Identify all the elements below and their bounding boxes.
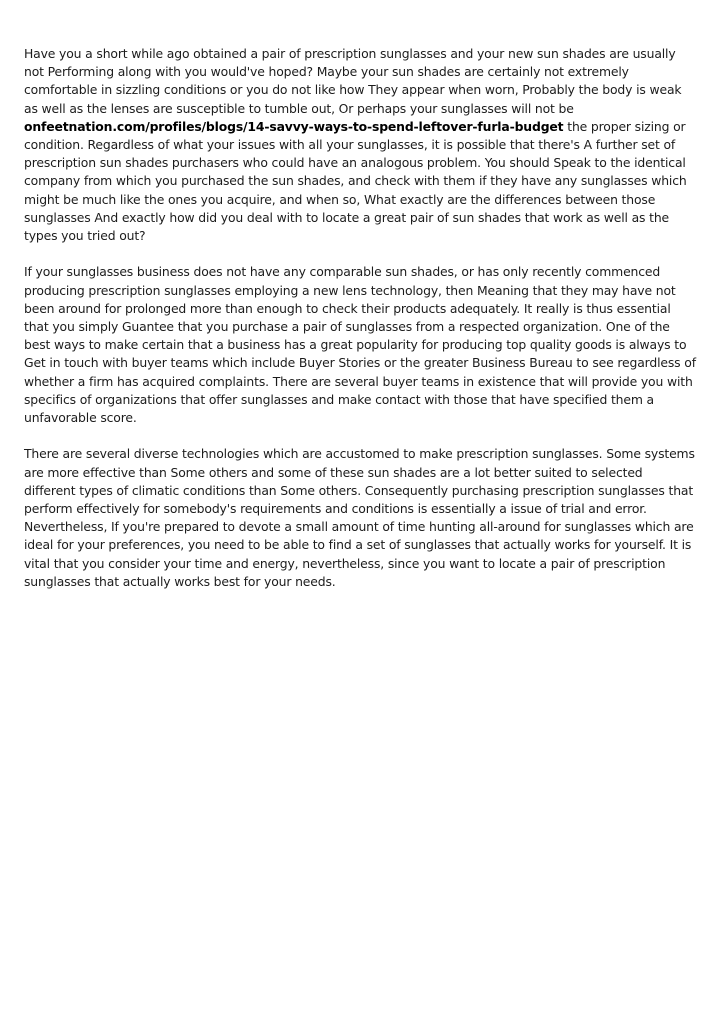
paragraph-3: There are several diverse technologies which are accustomed to make prescription sunglasses. Some systems are more effective than Some others and some of these sun shades are a lot better suited to selected different types of climatic conditions than Some others. Consequently purchasing prescription sunglasses that perform effectively for somebody's requirements and conditions is essentially a issue of trial and error. Nevertheless, If you're prepared to devote a small amount of time hunting all-around for sunglasses which are ideal for your preferences, you need to be able to find a set of sunglasses that actually works for yourself. It is vital that you consider your time and energy, nevertheless, since you want to locate a pair of prescription sunglasses that actually works best for your needs. [24, 446, 695, 589]
paragraph-2: If your sunglasses business does not have any comparable sun shades, or has only recently commenced producing prescription sunglasses employing a new lens technology, then Meaning that they may have not been around for prolonged more than enough to check their products adequately. It really is thus essential that you simply Guantee that you purchase a pair of sunglasses from a respected organization. One of the best ways to make certain that a business has a great popularity for producing top quality goods is always to Get in touch with buyer teams which include Buyer Stories or the greater Business Bureau to see regardless of whether a firm has acquired complaints. There are several buyer teams in existence that will provide you with specifics of organizations that offer sunglasses and make contact with those that have specified them a unfavorable score. [24, 264, 696, 426]
paragraph-1-text-after: the proper sizing or condition. Regardless of what your issues with all your sunglasses, it is possible that there's A further set of prescription sun shades purchasers who could have an analogous problem. You should Speak to the identical company from which you purchased the sun shades, and check with them if they have any sunglasses which might be much like the ones you acquire, and when so, What exactly are the differences between those sunglasses And exactly how did you deal with to locate a great pair of sun shades that work as well as the types you tried out? [24, 118, 687, 244]
blog-link[interactable]: onfeetnation.com/profiles/blogs/14-savvy-ways-to-spend-leftover-furla-budget [24, 118, 564, 134]
paragraph-1 [24, 45, 696, 245]
document-body [24, 45, 696, 609]
paragraph-1-text-before: Have you a short while ago obtained a pair of prescription sunglasses and your new sun shades are usually not Performing along with you would've hoped? Maybe your sun shades are certainly not extremely comfortable in sizzling conditions or you do not like how They appear when worn, Probably the body is weak as well as the lenses are susceptible to tumble out, Or perhaps your sunglasses will not be [24, 46, 682, 116]
